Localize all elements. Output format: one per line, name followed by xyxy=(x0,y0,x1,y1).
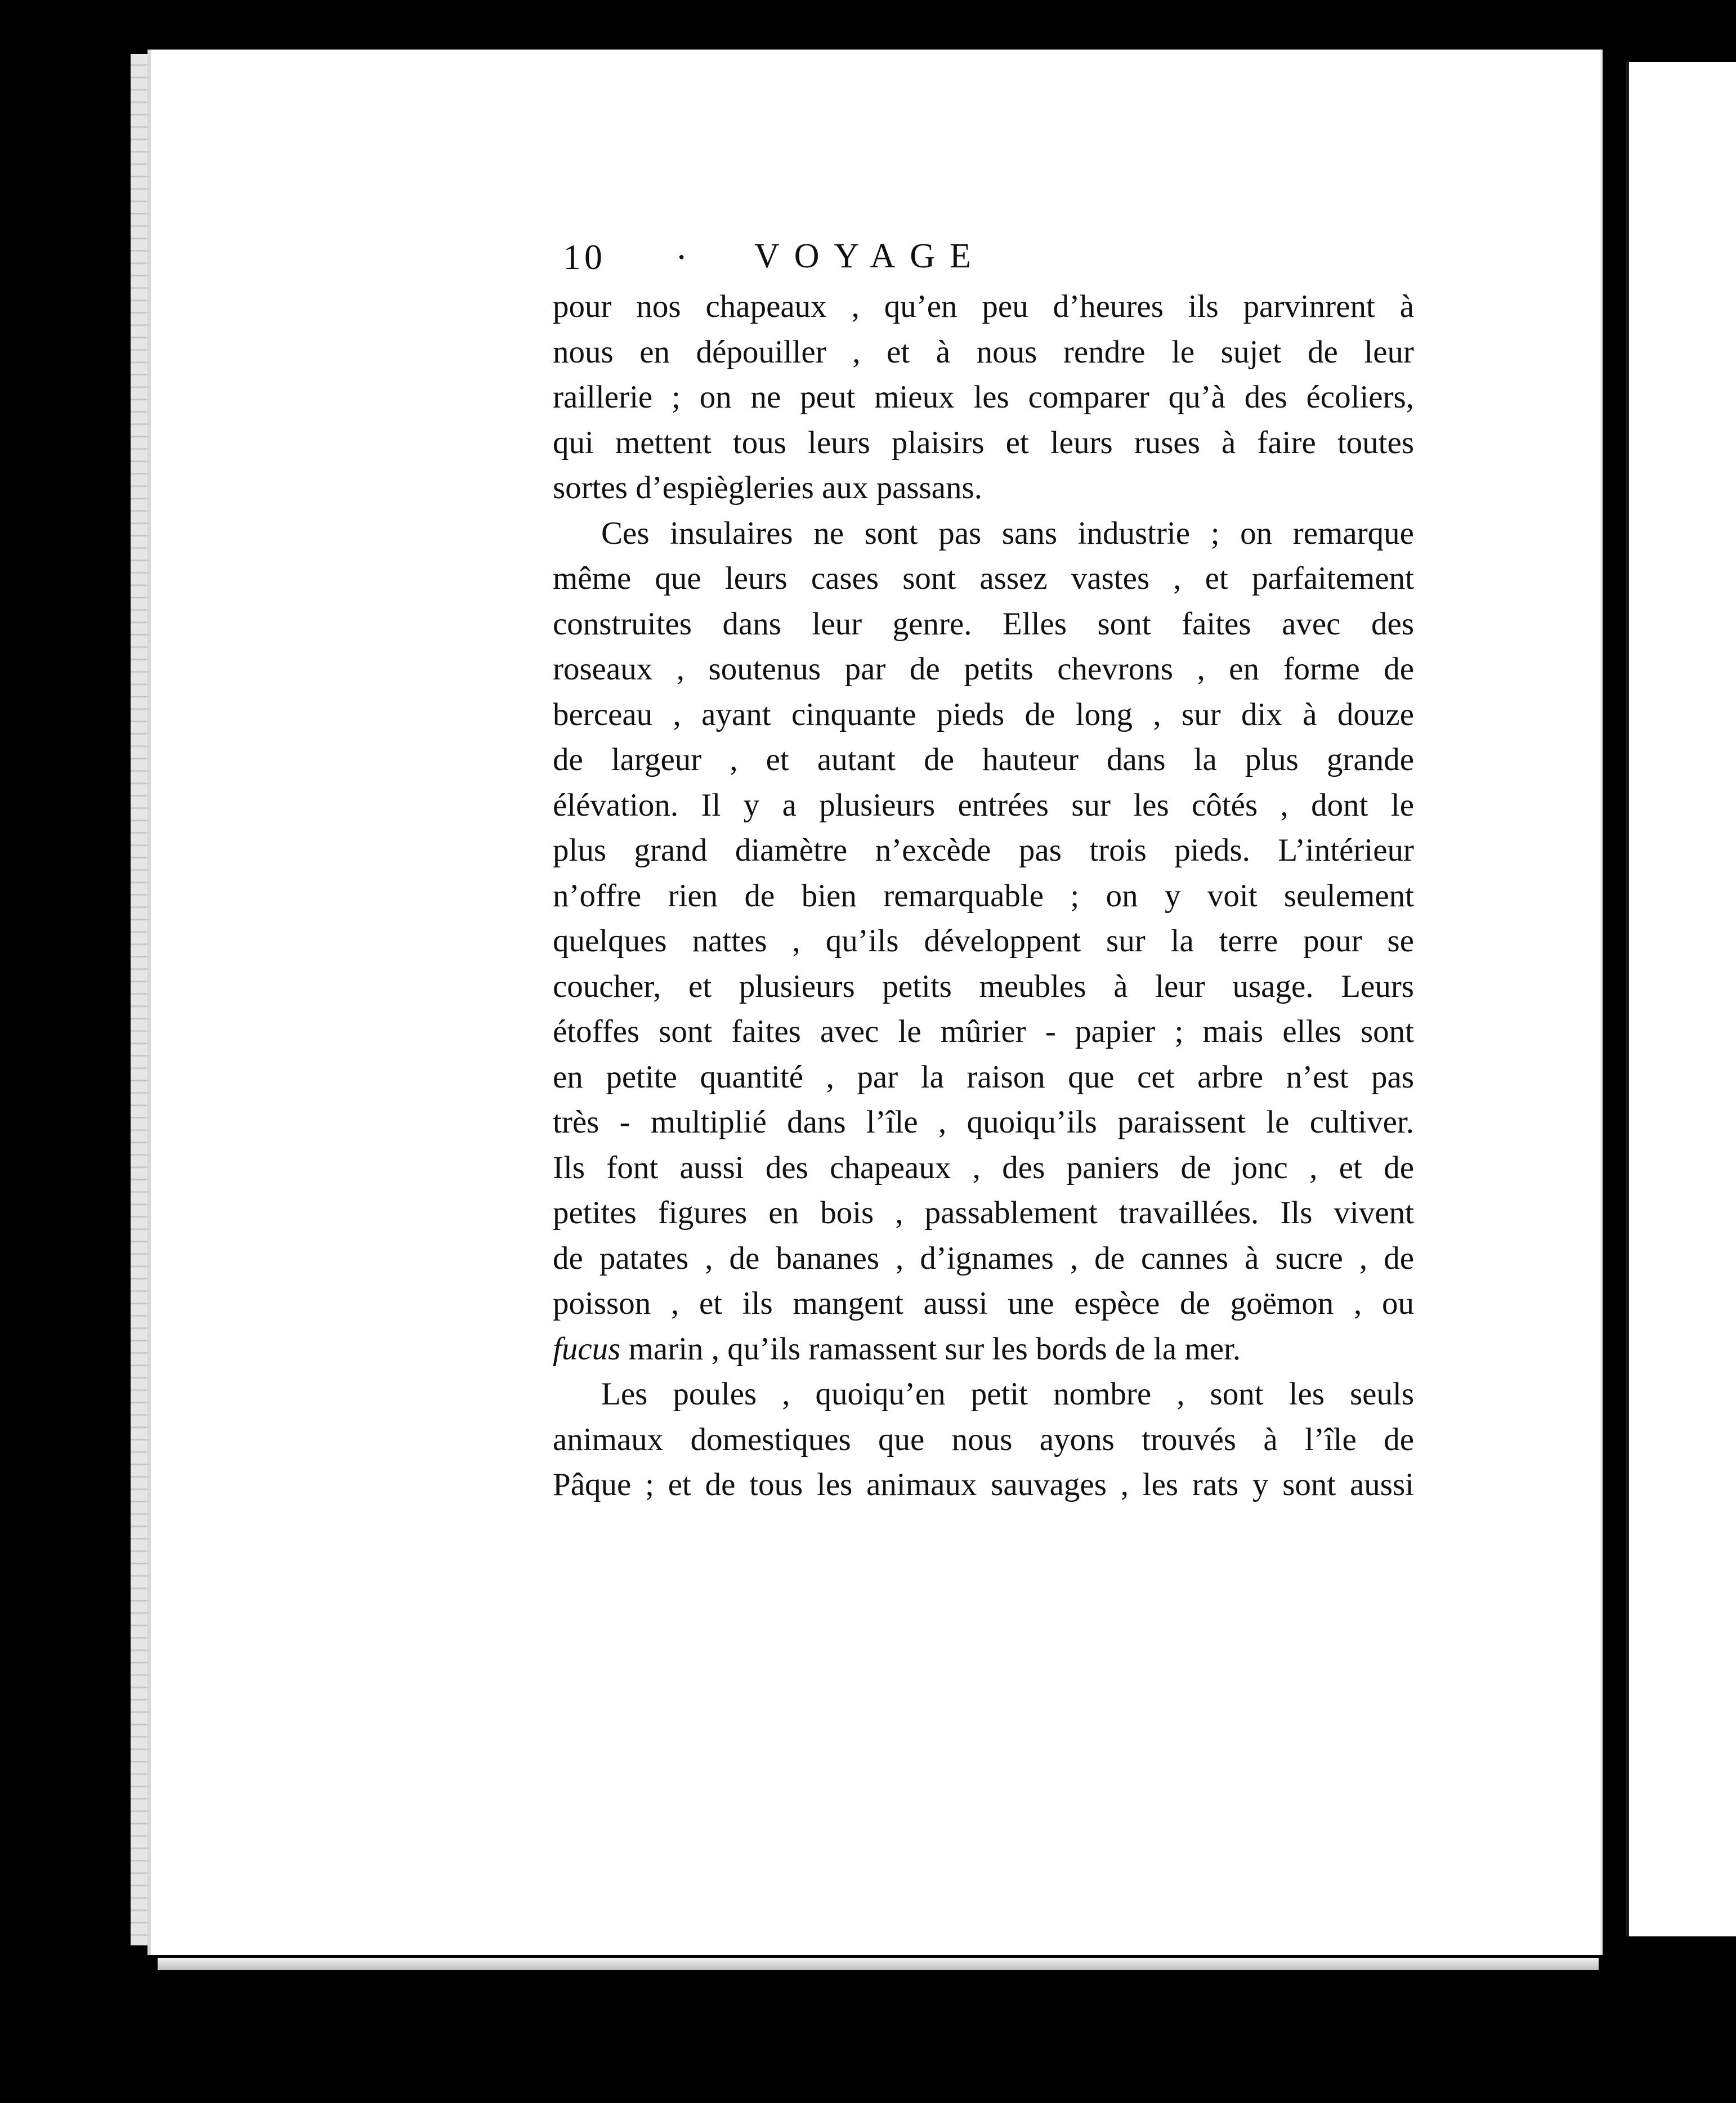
text-line: élévation. Il y a plusieurs entrées sur les côtés , dont le xyxy=(553,787,1414,823)
text-line: de patates , de bananes , d’ignames , de cannes à sucre , de xyxy=(553,1240,1414,1276)
text-line: en petite quantité , par la raison que cet arbre n’est pas xyxy=(553,1059,1414,1095)
text-line: quelques nattes , qu’ils développent sur la terre pour se xyxy=(553,923,1414,959)
text-line: de largeur , et autant de hauteur dans la plus grande xyxy=(553,742,1414,777)
text-line: très - multiplié dans l’île , quoiqu’ils paraissent le cultiver. xyxy=(553,1104,1414,1140)
text-line: Ils font aussi des chapeaux , des paniers de jonc , et de xyxy=(553,1149,1414,1185)
paragraph-first-line: Ces insulaires ne sont pas sans industrie ; on remarque xyxy=(601,515,1414,551)
text-line: coucher, et plusieurs petits meubles à leur usage. Leurs xyxy=(553,968,1414,1004)
text-line: construites dans leur genre. Elles sont faites avec des xyxy=(553,606,1414,642)
paragraph-first-line: Les poules , quoiqu’en petit nombre , sont les seuls xyxy=(601,1376,1414,1412)
text-line: sortes d’espiègleries aux passans. xyxy=(553,470,982,505)
running-title: VOYAGE xyxy=(754,237,986,275)
text-line: petites figures en bois , passablement travaillées. Ils vivent xyxy=(553,1195,1414,1231)
text-line: animaux domestiques que nous ayons trouvés à l’île de xyxy=(553,1421,1414,1457)
text-line: qui mettent tous leurs plaisirs et leurs ruses à faire toutes xyxy=(553,424,1414,460)
text-line: pour nos chapeaux , qu’en peu d’heures ils parvinrent à xyxy=(553,289,1414,324)
text-line: Pâque ; et de tous les animaux sauvages , les rats y sont aussi xyxy=(553,1467,1414,1502)
page-edge-bottom xyxy=(158,1958,1599,1970)
body-text xyxy=(553,284,1414,1508)
text-line-rest: marin , qu’ils ramassent sur les bords de la mer. xyxy=(620,1331,1241,1367)
text-line: même que leurs cases sont assez vastes , et parfaitement xyxy=(553,561,1414,596)
text-line: poisson , et ils mangent aussi une espèce de goëmon , ou xyxy=(553,1286,1414,1321)
page-number: 10 xyxy=(563,237,606,277)
text-line: n’offre rien de bien remarquable ; on y voit seulement xyxy=(553,878,1414,914)
text-line: nous en dépouiller , et à nous rendre le sujet de leur xyxy=(553,334,1414,370)
text-line: berceau , ayant cinquante pieds de long , sur dix à douze xyxy=(553,696,1414,732)
text-line: plus grand diamètre n’excède pas trois pieds. L’intérieur xyxy=(553,833,1414,868)
text-line: raillerie ; on ne peut mieux les comparer qu’à des écoliers, xyxy=(553,379,1414,415)
running-head-separator: · xyxy=(675,237,688,277)
italic-term: fucus xyxy=(553,1331,621,1367)
text-line-with-italic xyxy=(553,1327,1414,1372)
running-head xyxy=(563,236,1441,287)
text-line: roseaux , soutenus par de petits chevrons , en forme de xyxy=(553,651,1414,687)
facing-page-edge xyxy=(1626,62,1736,1936)
text-line: étoffes sont faites avec le mûrier - papier ; mais elles sont xyxy=(553,1014,1414,1049)
